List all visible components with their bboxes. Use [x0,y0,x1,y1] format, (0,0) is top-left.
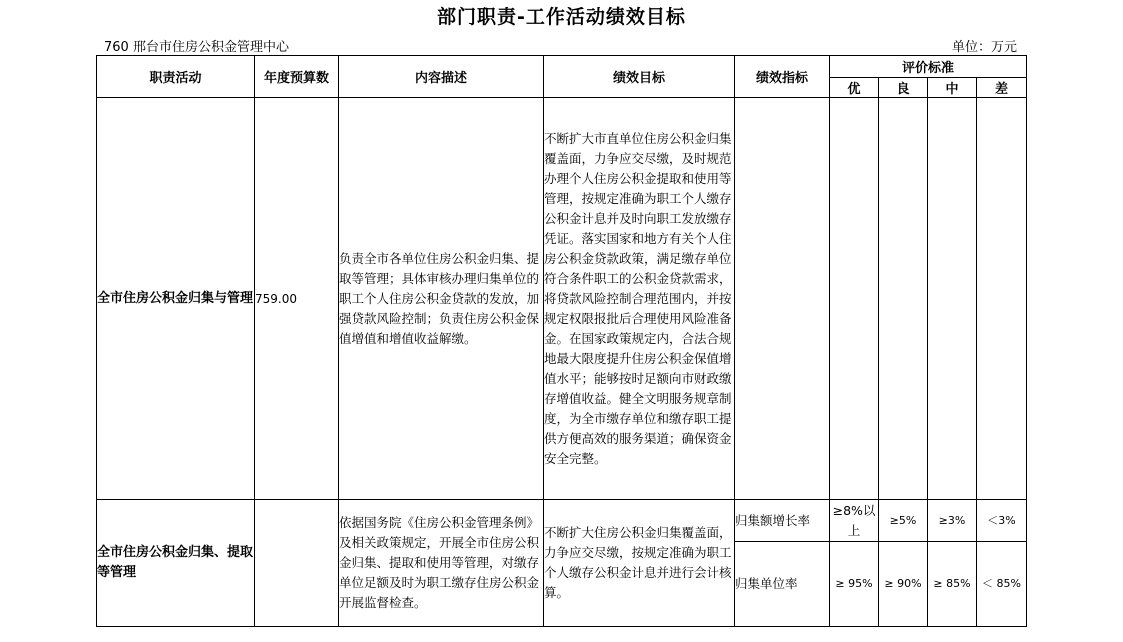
good-cell [879,98,928,500]
table-row [97,500,1027,542]
indicator-cell [735,98,830,500]
budget-cell [255,500,339,627]
header-excellent: 优 [830,78,879,98]
header-indicator: 绩效指标 [735,56,830,98]
activity-cell: 全市住房公积金归集、提取等管理 [97,500,255,627]
activity-cell: 全市住房公积金归集与管理 [97,98,255,500]
good-cell: ≥5% [879,500,928,542]
goal-cell: 不断扩大市直单位住房公积金归集覆盖面，力争应交尽缴，及时规范办理个人住房公积金提取和使用等管理，按规定准确为职工个人缴存公积金计息并及时向职工发放缴存凭证。落实国家和地方有关个人住房公积金贷款政策，满足缴存单位符合条件职工的公积金贷款需求，将贷款风险控制合理范围内，并按规定权限报批后合理使用风险准备金。在国家政策规定内，合法合规地最大限度提升住房公积金保值增值水平；能够按时足额向市财政缴存增值收益。健全文明服务规章制度，为全市缴存单位和缴存职工提供方便高效的服务渠道；确保资金安全完整。 [544,98,735,500]
unit-label: 单位：万元 [951,40,1017,55]
header-medium: 中 [928,78,977,98]
excellent-cell: ≥ 95% [830,542,879,627]
poor-cell [977,98,1027,500]
header-description: 内容描述 [339,56,544,98]
organization-name: 760 邢台市住房公积金管理中心 [104,40,289,55]
indicator-cell: 归集额增长率 [735,500,830,542]
description-cell: 依据国务院《住房公积金管理条例》及相关政策规定，开展全市住房公积金归集、提取和使用等管理，对缴存单位足额及时为职工缴存住房公积金开展监督检查。 [339,500,544,627]
header-budget: 年度预算数 [255,56,339,98]
poor-cell: ＜3% [977,500,1027,542]
indicator-cell: 归集单位率 [735,542,830,627]
excellent-cell [830,98,879,500]
performance-table [96,55,1027,627]
goal-cell: 不断扩大住房公积金归集覆盖面，力争应交尽缴，按规定准确为职工个人缴存公积金计息并进行会计核算。 [544,500,735,627]
header-good: 良 [879,78,928,98]
medium-cell: ≥3% [928,500,977,542]
header-criteria: 评价标准 [830,56,1027,78]
excellent-cell: ≥8%以上 [830,500,879,542]
table-row [97,98,1027,500]
header-activity: 职责活动 [97,56,255,98]
header-goal: 绩效目标 [544,56,735,98]
good-cell: ≥ 90% [879,542,928,627]
poor-cell: ＜ 85% [977,542,1027,627]
medium-cell [928,98,977,500]
header-row [97,56,1027,78]
description-cell: 负责全市各单位住房公积金归集、提取等管理；具体审核办理归集单位的职工个人住房公积金贷款的发放，加强贷款风险控制；负责住房公积金保值增值和增值收益解缴。 [339,98,544,500]
header-poor: 差 [977,78,1027,98]
budget-cell: 759.00 [255,98,339,500]
medium-cell: ≥ 85% [928,542,977,627]
page-title: 部门职责-工作活动绩效目标 [437,6,686,28]
